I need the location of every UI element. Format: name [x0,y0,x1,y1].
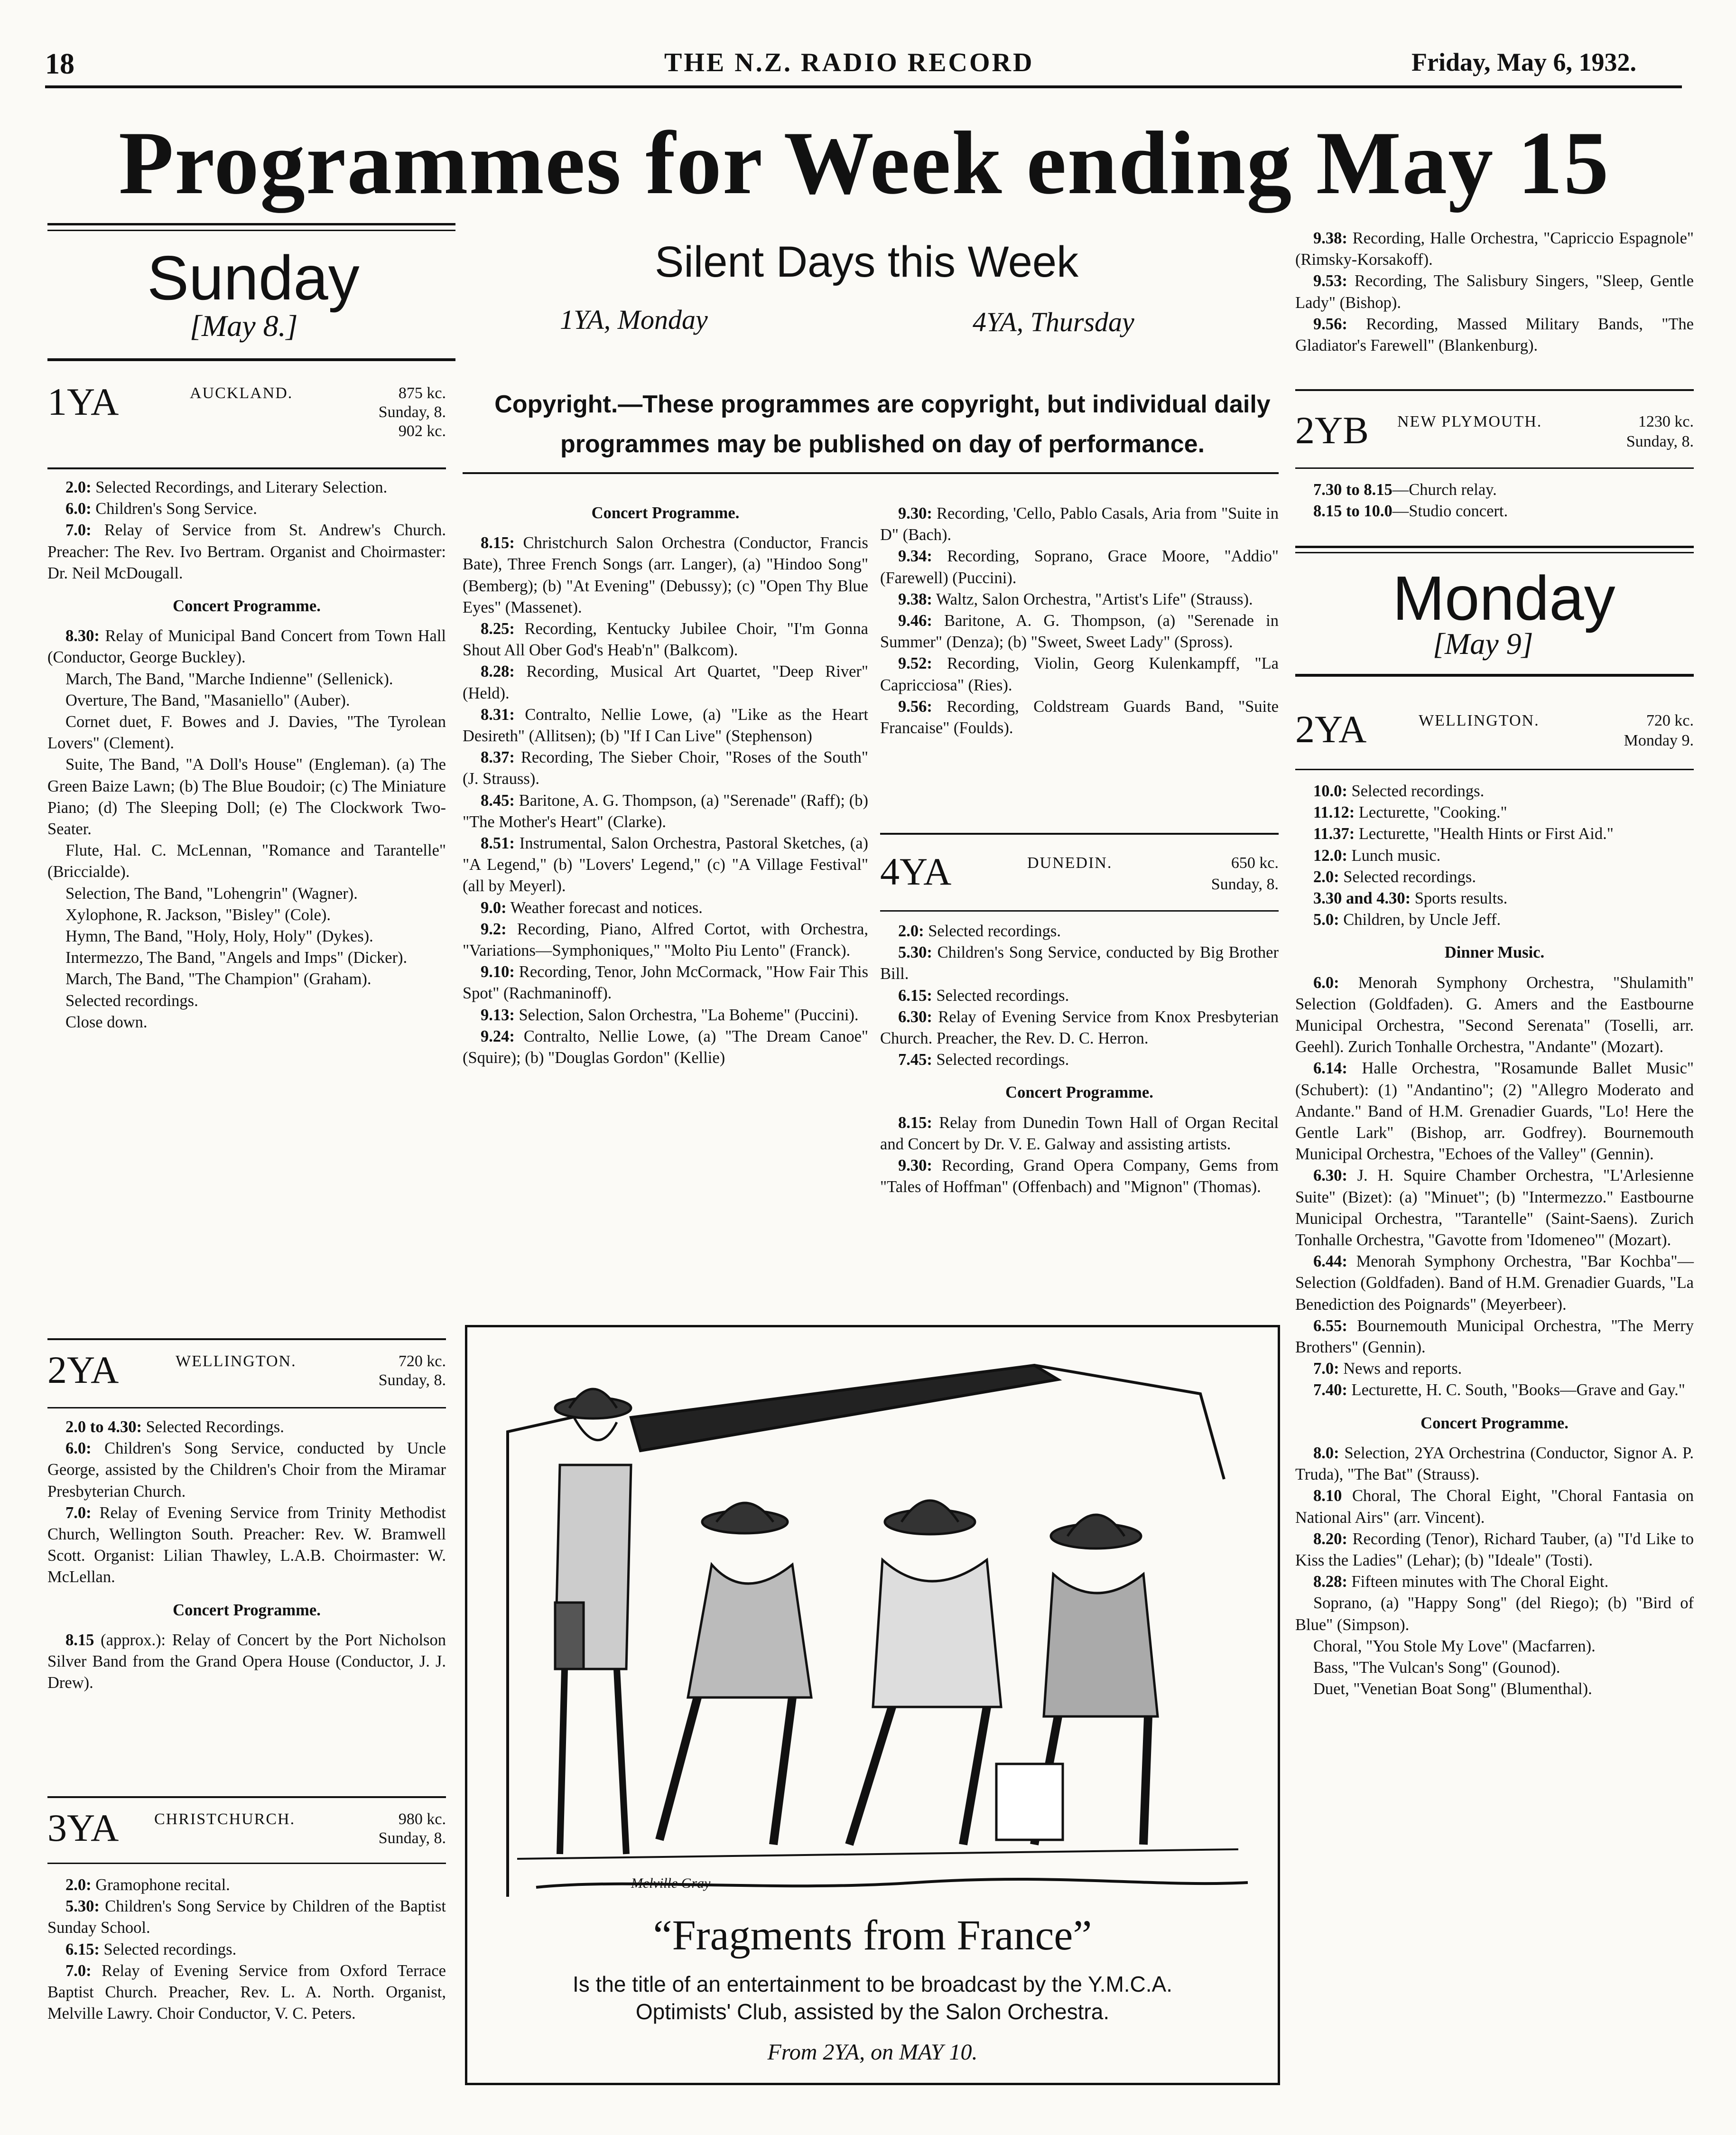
entry-time: 7.0: [65,1503,92,1522]
entry-text: —Church relay. [1392,481,1497,499]
programme-entry [47,904,446,926]
rule [47,223,455,225]
artist-signature: Melville Gray [631,1875,711,1891]
entry-text: News and reports. [1339,1360,1462,1378]
entry-text: Recording, The Sieber Choir, "Roses of the South" (J. Strauss). [463,748,868,788]
section-heading: Concert Programme. [1005,1083,1153,1102]
entry-text: Recording, Grand Opera Company, Gems from "Tales of Hoffman" (Offenbach) and "Mignon" (Thomas). [880,1156,1279,1196]
entry-text: Close down. [65,1013,148,1031]
programme-entry [1295,1657,1694,1678]
entry-time: 9.10: [481,963,515,981]
entry-time: 9.24: [481,1027,515,1045]
entry-text: Waltz, Salon Orchestra, "Artist's Life" (Strauss). [932,590,1253,608]
entry-time: 6.30: [898,1007,932,1026]
programme-entry [463,1005,868,1026]
programme-entry [47,477,446,498]
entry-text: Recording, Musical Art Quartet, "Deep River" (Held). [463,662,868,702]
station-frequency: 875 kc. [398,384,446,402]
section-heading: Dinner Music. [1444,943,1545,962]
programme-entry [1295,1443,1694,1485]
entry-time: 8.28: [481,662,515,681]
programme-entry [1295,314,1694,356]
rule [1295,552,1694,553]
programme-entry [1295,1593,1694,1635]
advert-text-line-2: Optimists' Club, assisted by the Salon Orchestra. [635,1999,1110,2024]
entry-time: 2.0: [1313,867,1339,886]
programme-entry [1295,501,1694,522]
entry-time: 5.30: [898,943,932,962]
entry-time: 8.15: [481,534,515,552]
programme-entry [1295,479,1694,501]
programme-entry [1295,781,1694,802]
entry-text: Selected recordings. [932,986,1069,1005]
rule [1295,674,1694,677]
entry-text: Recording, Piano, Alfred Cortot, with Orchestra, "Variations—Symphoniques," "Molto Piu Lento" (Franck). [463,920,868,960]
programme-entry [1295,888,1694,909]
programme-2yb-sunday [1295,479,1694,522]
entry-time: 3.30 and 4.30: [1313,889,1411,908]
advert-text-line-1: Is the title of an entertainment to be broadcast by the Y.M.C.A. [572,1972,1173,1996]
section-heading: Concert Programme. [173,597,321,615]
programme-entry [880,653,1279,696]
entry-time: 6.0: [65,1439,92,1458]
programme-entry [1295,228,1694,270]
entry-text: Flute, Hal. C. McLennan, "Romance and Tarantelle" (Briccialde). [47,841,446,881]
entry-text: Menorah Symphony Orchestra, "Shulamith" Selection (Goldfaden). G. Amers and the Eastbourne Municipal Orchestra, "Second Serenata" (Toselli, arr. Geehl). Zurich Tonhalle Orchestra, "Andante" (Mozart). [1295,973,1694,1056]
programme-entry [47,1630,446,1694]
programme-entry [880,1007,1279,1049]
programme-entry [463,618,868,661]
entry-text: Selected Recordings, and Literary Selection. [91,478,388,496]
entry-text: Recording, Halle Orchestra, "Capriccio Espagnole" (Rimsky-Korsakoff). [1295,229,1694,269]
copyright-line-1: Copyright.—These programmes are copyright, but individual daily [494,391,1271,418]
entry-time: 9.13: [481,1006,515,1024]
entry-time: 8.28: [1313,1573,1347,1591]
entry-time: 7.45: [898,1051,932,1069]
entry-text: Selected Recordings. [141,1418,284,1436]
entry-text: Suite, The Band, "A Doll's House" (Engleman). (a) The Green Baize Lawn; (b) The Blue Boudoir; (c) The Miniature Piano; (d) The Sleeping Doll; (e) The Clockwork Two-Seater. [47,755,446,839]
entry-time: 8.15 [65,1631,94,1649]
advert-broadcast-info: From 2YA, on MAY 10. [767,2040,978,2065]
programme-entry [47,690,446,711]
programme-1ya-continued [1295,228,1694,356]
entry-text: Recording, 'Cello, Pablo Casals, Aria from "Suite in D" (Bach). [880,504,1279,544]
page-headline: Programmes for Week ending May 15 [119,113,1610,213]
rule [1295,389,1694,391]
programme-entry [1295,802,1694,823]
entry-text: Halle Orchestra, "Rosamunde Ballet Music" (Schubert): (1) "Andantino"; (2) "Allegro Moderato and Andante." Band of H.M. Grenadier Guards, "Lo! Here the Gentle Lark" (Bishop, arr. Godfrey). Bournemouth Municipal Orchestra, "Echoes of the Valley" (Gennin). [1295,1059,1694,1164]
programme-entry [47,990,446,1012]
entry-time: 9.0: [481,898,507,917]
rule [47,230,455,231]
entry-time: 7.30 to 8.15 [1313,481,1393,499]
day-date-sunday: [May 8.] [190,309,298,343]
programme-entry [47,1874,446,1896]
entry-text: Children's Song Service, conducted by Uncle George, assisted by the Children's Choir from the Miramar Presbyterian Church. [47,1439,446,1501]
entry-time: 11.12: [1313,803,1355,822]
entry-text: Xylophone, R. Jackson, "Bisley" (Cole). [65,905,331,924]
entry-text: Overture, The Band, "Masaniello" (Auber). [65,691,350,709]
day-title-sunday: Sunday [147,243,360,313]
programme-entry [1295,1058,1694,1165]
programme-entry [880,921,1279,942]
entry-time: 8.25: [481,620,515,638]
soldiers-illustration [489,1337,1253,1906]
programme-entry [463,704,868,747]
programme-4ya-sunday [880,921,1279,1198]
copyright-notice [470,384,1295,464]
entry-time: 9.38: [898,590,932,608]
entry-text: Selected recordings. [932,1051,1069,1069]
station-frequency: 720 kc. [1646,712,1694,729]
station-frequency: 980 kc. [398,1810,446,1828]
programme-entry [463,1026,868,1069]
programme-entry [1295,1165,1694,1251]
entry-text: Children, by Uncle Jeff. [1339,911,1501,929]
entry-text: Bass, "The Vulcan's Song" (Gounod). [1313,1658,1560,1677]
entry-time: 8.31: [481,705,515,724]
entry-time: 8.37: [481,748,515,767]
rule [47,1863,446,1864]
entry-text: Soprano, (a) "Happy Song" (del Riego); (b) "Bird of Blue" (Simpson). [1295,1594,1694,1634]
programme-entry [47,1502,446,1588]
station-header-2yb [1295,408,1694,456]
entry-time: 2.0: [898,922,924,940]
programme-3ya-sunday-part1 [47,1874,446,2024]
programme-entry [1295,1678,1694,1700]
copyright-line-2: programmes may be published on day of performance. [560,430,1205,458]
station-header-1ya [47,380,446,440]
station-code: 2YA [47,1348,119,1391]
entry-text: Relay of Evening Service from Trinity Methodist Church, Wellington South. Preacher: Rev. W. Bramwell Scott. Organist: Lilian Thawley, L.A.B. Choirmaster: W. McLellan. [47,1503,446,1586]
entry-time: 9.46: [898,612,932,630]
station-frequency-2: 902 kc. [398,422,446,440]
station-code: 2YB [1295,409,1369,452]
entry-text: Lecturette, "Cooking." [1355,803,1507,822]
rule [47,1407,446,1408]
station-frequency: 650 kc. [1231,854,1279,872]
entry-text: Selected recordings. [924,922,1061,940]
programme-entry [1295,1571,1694,1593]
rule [47,1796,446,1798]
programme-entry [1295,867,1694,888]
programme-entry [880,696,1279,739]
entry-time: 8.15 to 10.0 [1313,502,1393,521]
programme-entry [47,1417,446,1438]
programme-entry [47,498,446,520]
day-title-monday: Monday [1393,563,1615,633]
entry-text: —Studio concert. [1392,502,1508,521]
entry-text: Relay from Dunedin Town Hall of Organ Recital and Concert by Dr. V. E. Galway and assisting artists. [880,1113,1279,1153]
entry-time: 6.30: [1313,1166,1347,1185]
entry-text: Hymn, The Band, "Holy, Holy, Holy" (Dykes). [65,927,373,946]
station-day: Sunday, 8. [1626,433,1694,450]
programme-1ya-sunday [47,477,446,1033]
entry-text: Weather forecast and notices. [506,898,703,917]
entry-text: Choral, "You Stole My Love" (Macfarren). [1313,1637,1596,1655]
entry-text: J. H. Squire Chamber Orchestra, "L'Arlesienne Suite" (Bizet): (a) "Minuet"; (b) "Intermezzo." Eastbourne Municipal Orchestra, "Tarantelle" (Saint-Saens). Zurich Tonhalle Orchestra, "Gavotte from 'Idomeneo'" (Mozart). [1295,1166,1694,1249]
entry-text: Contralto, Nellie Lowe, (a) "The Dream Canoe" (Squire); (b) "Douglas Gordon" (Kellie) [463,1027,868,1067]
programme-3ya-sunday-part3 [880,503,1279,739]
station-city: CHRISTCHURCH. [154,1810,296,1828]
station-day: Sunday, 8. [1211,876,1279,893]
programme-entry [47,1939,446,1960]
station-day: Monday 9. [1624,732,1694,749]
entry-time: 8.0: [1313,1444,1339,1462]
programme-entry [47,1896,446,1939]
advert-text [467,1970,1278,2025]
programme-entry [1295,845,1694,867]
station-code: 1YA [47,380,119,423]
entry-text: Relay of Evening Service from Oxford Terrace Baptist Church. Preacher, Rev. L. A. North. Organist, Melville Lawry. Choir Conductor, V. C. Peters. [47,1961,446,2023]
entry-time: 8.20: [1313,1529,1347,1548]
programme-entry [47,754,446,840]
entry-time: 2.0: [65,1876,92,1894]
programme-entry [47,711,446,754]
entry-time: 6.55: [1313,1316,1347,1335]
entry-time: 11.37: [1313,825,1355,843]
entry-text: Lecturette, "Health Hints or First Aid." [1355,825,1614,843]
rule [1295,769,1694,770]
rule [880,833,1279,835]
entry-text: Lunch music. [1347,846,1441,865]
entry-time: 6.0: [1313,973,1339,992]
entry-text: Recording, Soprano, Grace Moore, "Addio" (Farewell) (Puccini). [880,547,1279,587]
programme-entry [463,532,868,618]
station-code: 4YA [880,850,952,893]
station-frequency: 720 kc. [398,1352,446,1370]
section-heading: Concert Programme. [173,1601,321,1619]
programme-entry [47,883,446,904]
programme-entry [463,833,868,897]
paper-title: THE N.Z. RADIO RECORD [664,48,1034,77]
entry-text: Intermezzo, The Band, "Angels and Imps" (Dicker). [65,949,408,967]
programme-entry [47,520,446,584]
entry-text: Gramophone recital. [91,1876,230,1894]
entry-time: 8.51: [481,834,515,853]
programme-entry [47,969,446,990]
entry-time: 9.38: [1313,229,1347,247]
programme-entry [1295,1529,1694,1571]
entry-text: Recording, Tenor, John McCormack, "How Fair This Spot" (Rachmaninoff). [463,963,868,1003]
programme-3ya-sunday-part2 [463,491,868,1069]
entry-text: Selected recordings. [1339,867,1476,886]
entry-time: 7.0: [65,1961,92,1980]
programme-entry [1295,823,1694,845]
section-heading: Concert Programme. [591,504,740,522]
entry-time: 6.14: [1313,1059,1347,1078]
programme-entry [880,589,1279,610]
page-number: 18 [45,48,74,80]
entry-text: Choral, The Choral Eight, "Choral Fantasia on National Airs" (arr. Vincent). [1295,1487,1694,1527]
programme-entry [880,985,1279,1007]
silent-day-1ya: 1YA, Monday [560,304,708,335]
programme-entry [47,947,446,969]
entry-text: Children's Song Service. [91,500,257,518]
entry-text: Baritone, A. G. Thompson, (a) "Serenade in Summer" (Denza); (b) "Sweet, Sweet Lady" (Spross). [880,612,1279,652]
programme-entry [880,503,1279,546]
entry-time: 12.0: [1313,846,1347,865]
station-city: NEW PLYMOUTH. [1397,413,1542,430]
entry-text: Bournemouth Municipal Orchestra, "The Merry Brothers" (Gennin). [1295,1316,1694,1357]
programme-entry [880,942,1279,985]
entry-time: 9.53: [1313,272,1347,290]
programme-entry [463,961,868,1004]
entry-time: 8.15: [898,1113,932,1132]
station-header-2ya-monday [1295,707,1694,759]
entry-time: 7.0: [1313,1360,1339,1378]
entry-text: Recording, Violin, Georg Kulenkampff, "La Capricciosa" (Ries). [880,654,1279,694]
rule [47,467,446,469]
programme-2ya-monday [1295,781,1694,1700]
entry-text: Recording, Massed Military Bands, "The Gladiator's Farewell" (Blankenburg). [1295,315,1694,355]
station-header-2ya [47,1348,446,1400]
entry-text: Selected recordings. [1347,782,1485,800]
entry-time: 6.15: [65,1940,100,1958]
station-city: AUCKLAND. [190,384,293,402]
entry-text: Relay of Evening Service from Knox Presbyterian Church. Preacher, the Rev. D. C. Herron. [880,1007,1279,1048]
silent-days-title: Silent Days this Week [655,238,1079,286]
entry-text: Lecturette, H. C. South, "Books—Grave and Gay." [1347,1381,1685,1399]
section-heading: Concert Programme. [1420,1414,1569,1432]
station-code: 3YA [47,1806,119,1849]
entry-text: Recording, Coldstream Guards Band, "Suite Francaise" (Foulds). [880,697,1279,737]
programme-entry [463,897,868,919]
programme-entry [880,1112,1279,1155]
entry-text: Baritone, A. G. Thompson, (a) "Serenade" (Raff); (b) "The Mother's Heart" (Clarke). [463,791,868,831]
entry-text: Children's Song Service by Children of the Baptist Sunday School. [47,1897,446,1937]
programme-entry [47,1012,446,1033]
entry-text: Contralto, Nellie Lowe, (a) "Like as the Heart Desireth" (Allitsen); (b) "If I Can Live" (Stephenson) [463,705,868,746]
entry-text: Sports results. [1411,889,1508,908]
rule [880,910,1279,912]
entry-time: 9.56: [1313,315,1347,333]
programme-entry [47,625,446,668]
entry-time: 9.56: [898,697,932,716]
station-frequency: 1230 kc. [1638,413,1694,430]
entry-text: Fifteen minutes with The Choral Eight. [1347,1573,1609,1591]
entry-time: 9.34: [898,547,932,566]
programme-entry [880,1155,1279,1198]
programme-entry [47,1438,446,1502]
programme-entry [1295,1315,1694,1358]
programme-entry [463,790,868,833]
issue-date: Friday, May 6, 1932. [1411,48,1636,76]
station-city: WELLINGTON. [1419,712,1540,729]
programme-entry [1295,1380,1694,1401]
programme-entry [47,926,446,947]
entry-time: 9.52: [898,654,932,673]
station-code: 2YA [1295,708,1367,751]
entry-text: March, The Band, "The Champion" (Graham). [65,970,371,988]
entry-time: 9.30: [898,1156,932,1175]
programme-entry [1295,1251,1694,1315]
entry-text: Selected recordings. [65,991,198,1010]
entry-time: 8.10 [1313,1487,1342,1505]
entry-time: 6.15: [898,986,932,1005]
programme-2ya-sunday [47,1417,446,1694]
entry-text: Selection, 2YA Orchestrina (Conductor, Signor A. P. Truda), "The Bat" (Strauss). [1295,1444,1694,1484]
rule [1295,546,1694,548]
programme-entry [47,840,446,883]
entry-time: 9.30: [898,504,932,522]
station-city: DUNEDIN. [1027,854,1113,872]
entry-text: March, The Band, "Marche Indienne" (Sellenick). [65,670,393,688]
programme-entry [1295,1636,1694,1657]
silent-day-4ya: 4YA, Thursday [973,307,1134,337]
rule [47,358,455,361]
programme-entry [880,610,1279,653]
entry-time: 6.0: [65,500,92,518]
entry-time: 7.0: [65,521,92,540]
station-header-4ya [880,849,1279,902]
programme-entry [1295,270,1694,313]
entry-time: 8.30: [65,627,100,645]
station-day: Sunday, 8. [378,403,446,421]
entry-time: 2.0: [65,478,92,496]
entry-time: 7.40: [1313,1381,1347,1399]
programme-entry [1295,1358,1694,1380]
entry-time: 2.0 to 4.30: [65,1418,142,1436]
entry-text: Children's Song Service, conducted by Big Brother Bill. [880,943,1279,983]
entry-time: 5.30: [65,1897,100,1916]
programme-entry [463,661,868,704]
entry-text: (approx.): Relay of Concert by the Port Nicholson Silver Band from the Grand Opera House (Conductor, J. J. Drew). [47,1631,446,1692]
entry-text: Instrumental, Salon Orchestra, Pastoral Sketches, (a) "A Legend," (b) "Lovers' Legend," (c) "A Village Festival" (all by Meyerl). [463,834,868,895]
entry-time: 5.0: [1313,911,1339,929]
programme-entry [463,919,868,961]
entry-text: Selection, Salon Orchestra, "La Boheme" (Puccini). [514,1006,859,1024]
programme-entry [1295,909,1694,931]
rule [463,472,1279,474]
programme-entry [47,669,446,690]
advert-title: “Fragments from France” [653,1912,1092,1959]
entry-text: Relay of Service from St. Andrew's Church. Preacher: The Rev. Ivo Bertram. Organist and Choirmaster: Dr. Neil McDougall. [47,521,446,582]
fragments-from-france-advert [465,1325,1280,2085]
programme-entry [1295,1485,1694,1528]
entry-time: 10.0: [1313,782,1347,800]
rule [1295,467,1694,469]
entry-time: 9.2: [481,920,507,938]
rule [47,1338,446,1340]
entry-time: 6.44: [1313,1252,1347,1271]
masthead-rule [45,85,1682,88]
station-city: WELLINGTON. [176,1352,297,1370]
entry-time: 8.45: [481,791,515,810]
programme-entry [47,1960,446,2025]
entry-text: Cornet duet, F. Bowes and J. Davies, "The Tyrolean Lovers" (Clement). [47,713,446,753]
entry-text: Selected recordings. [99,1940,237,1958]
entry-text: Relay of Municipal Band Concert from Town Hall (Conductor, George Buckley). [47,627,446,667]
entry-text: Selection, The Band, "Lohengrin" (Wagner). [65,884,358,903]
entry-text: Duet, "Venetian Boat Song" (Blumenthal). [1313,1680,1592,1698]
programme-entry [880,546,1279,588]
programme-entry [463,747,868,790]
entry-text: Recording (Tenor), Richard Tauber, (a) "I'd Like to Kiss the Ladies" (Lehar); (b) "Ideale" (Tosti). [1295,1529,1694,1569]
station-day: Sunday, 8. [378,1371,446,1389]
programme-entry [880,1049,1279,1071]
day-date-monday: [May 9] [1433,627,1533,661]
programme-entry [1295,972,1694,1058]
station-day: Sunday, 8. [378,1829,446,1847]
entry-text: Recording, The Salisbury Singers, "Sleep, Gentle Lady" (Bishop). [1295,272,1694,312]
entry-text: Christchurch Salon Orchestra (Conductor, Francis Bate), Three French Songs (arr. Langer), (a) "Hindoo Song" (Bemberg); (b) "At Evening" (Debussy); (c) "Open Thy Blue Eyes" (Massenet). [463,534,868,616]
entry-text: Menorah Symphony Orchestra, "Bar Kochba"—Selection (Goldfaden). Band of H.M. Grenadier Guards, "La Benediction des Poignards" (Meyerbeer). [1295,1252,1694,1314]
entry-text: Recording, Kentucky Jubilee Choir, "I'm Gonna Shout All Ober God's Heab'n" (Balkcom). [463,620,868,660]
station-header-3ya [47,1806,446,1858]
